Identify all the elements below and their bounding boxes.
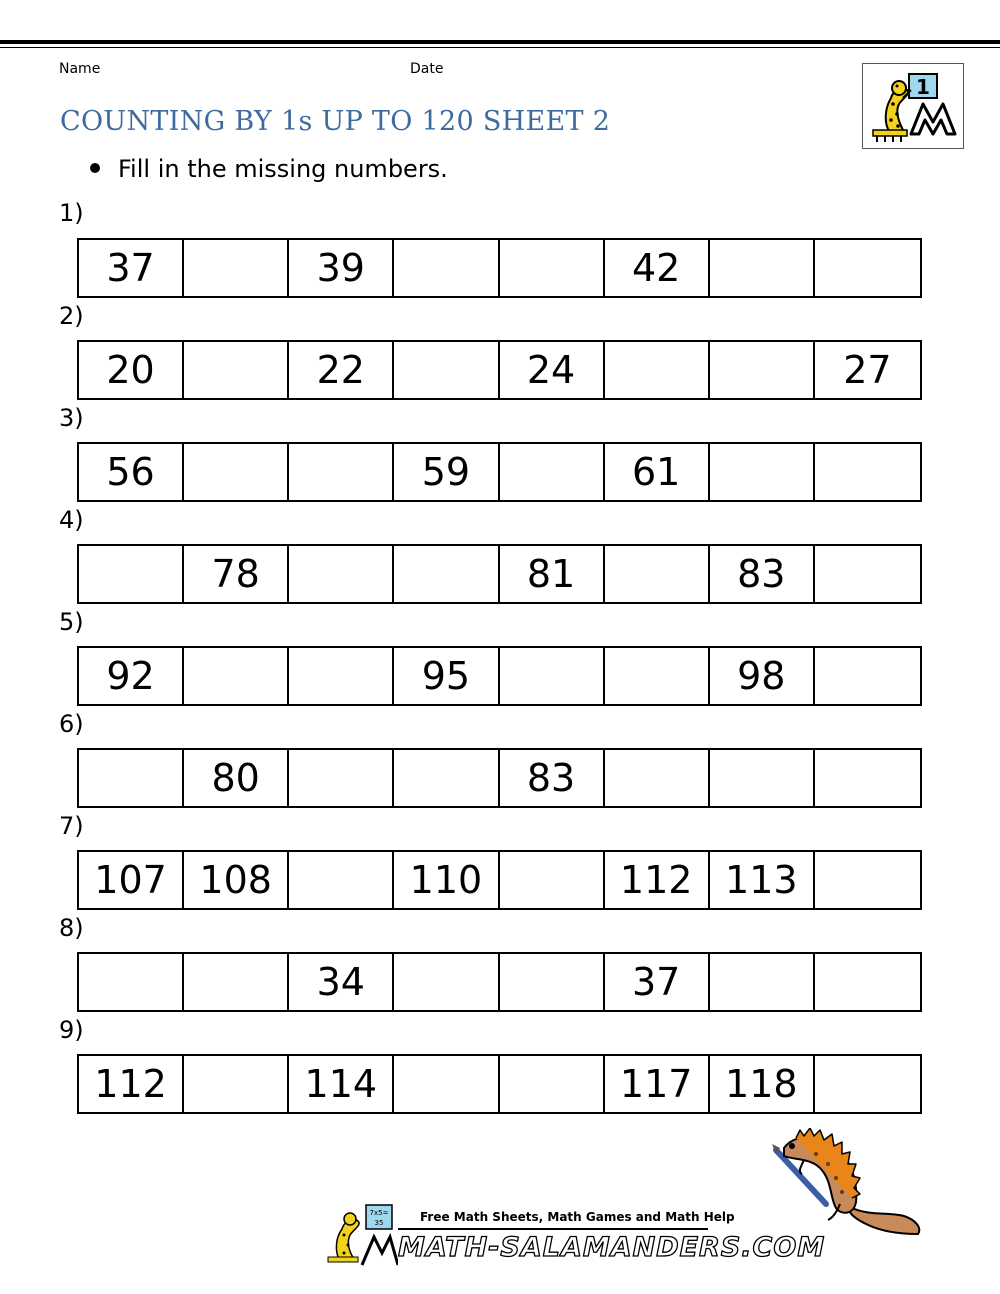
row-label: 2) [59, 302, 84, 330]
number-cell: 108 [184, 852, 289, 908]
number-cell [815, 1056, 920, 1112]
number-cell: 95 [394, 648, 499, 704]
number-cell [500, 954, 605, 1010]
number-cell: 59 [394, 444, 499, 500]
number-row-6 [77, 748, 922, 808]
number-cell: 39 [289, 240, 394, 296]
number-cell [605, 750, 710, 806]
number-cell [79, 954, 184, 1010]
number-cell [394, 342, 499, 398]
number-cell [394, 1056, 499, 1112]
number-cell: 117 [605, 1056, 710, 1112]
number-cell [815, 444, 920, 500]
number-cell [500, 444, 605, 500]
footer-rule [398, 1228, 708, 1230]
row-label: 4) [59, 506, 84, 534]
number-cell: 80 [184, 750, 289, 806]
number-cell [605, 648, 710, 704]
number-row-9 [77, 1054, 922, 1114]
number-cell [815, 750, 920, 806]
number-cell [710, 240, 815, 296]
instruction [90, 155, 448, 183]
number-cell: 92 [79, 648, 184, 704]
top-rule-thick [0, 40, 1000, 44]
number-cell [710, 342, 815, 398]
number-cell [394, 546, 499, 602]
svg-text:7x5=: 7x5= [369, 1209, 389, 1217]
bullet-icon [90, 163, 100, 173]
svg-text:35: 35 [374, 1219, 384, 1227]
number-cell: 22 [289, 342, 394, 398]
number-cell: 81 [500, 546, 605, 602]
number-cell: 37 [605, 954, 710, 1010]
name-label: Name [59, 61, 101, 77]
row-label: 3) [59, 404, 84, 432]
number-row-5 [77, 646, 922, 706]
number-cell [289, 750, 394, 806]
top-rule-thin [0, 47, 1000, 48]
footer-tagline: Free Math Sheets, Math Games and Math Help [420, 1210, 735, 1224]
number-cell [710, 750, 815, 806]
number-cell [605, 342, 710, 398]
number-cell [815, 546, 920, 602]
number-row-1 [77, 238, 922, 298]
number-cell [605, 546, 710, 602]
number-cell [289, 546, 394, 602]
number-cell: 112 [79, 1056, 184, 1112]
number-cell: 27 [843, 348, 892, 392]
number-cell [184, 648, 289, 704]
number-cell [79, 750, 184, 806]
number-cell [184, 444, 289, 500]
number-cell: 20 [79, 342, 184, 398]
number-row-3 [77, 442, 922, 502]
row-label: 1) [59, 199, 84, 227]
number-cell: 114 [289, 1056, 394, 1112]
row-label: 7) [59, 812, 84, 840]
number-cell [394, 954, 499, 1010]
number-cell [815, 954, 920, 1010]
logo-badge-text: 1 [916, 75, 930, 99]
number-cell: 118 [710, 1056, 815, 1112]
number-cell [79, 546, 184, 602]
row-label: 6) [59, 710, 84, 738]
number-cell: 113 [710, 852, 815, 908]
number-cell: 78 [184, 546, 289, 602]
number-cell: 98 [710, 648, 815, 704]
number-cell [815, 648, 920, 704]
number-cell [184, 342, 289, 398]
number-cell: 107 [79, 852, 184, 908]
footer-brand: MATH-SALAMANDERS.COM [398, 1232, 826, 1263]
number-cell: 24 [500, 342, 605, 398]
number-cell [289, 444, 394, 500]
salamander-with-pencil-icon [770, 1128, 930, 1244]
number-row-7 [77, 850, 922, 910]
number-cell [710, 444, 815, 500]
number-cell: 37 [79, 240, 184, 296]
number-cell [500, 852, 605, 908]
row-label: 8) [59, 914, 84, 942]
number-cell: 61 [605, 444, 710, 500]
number-cell: 83 [500, 750, 605, 806]
number-row-8 [77, 952, 922, 1012]
number-cell [184, 1056, 289, 1112]
number-cell [184, 954, 289, 1010]
number-cell [500, 240, 605, 296]
number-cell: 110 [394, 852, 499, 908]
math-salamanders-logo-icon [862, 63, 964, 149]
instruction-text: Fill in the missing numbers. [118, 155, 448, 183]
number-cell: 56 [79, 444, 184, 500]
number-cell [394, 240, 499, 296]
row-label: 9) [59, 1016, 84, 1044]
number-cell [289, 852, 394, 908]
number-cell [710, 954, 815, 1010]
row-label: 5) [59, 608, 84, 636]
number-cell [394, 750, 499, 806]
date-label: Date [410, 61, 444, 77]
number-cell [500, 1056, 605, 1112]
number-row-4 [77, 544, 922, 604]
number-cell [500, 648, 605, 704]
number-cell: 112 [605, 852, 710, 908]
number-cell: 83 [710, 546, 815, 602]
number-cell [289, 648, 394, 704]
number-cell: 42 [605, 240, 710, 296]
number-cell [184, 240, 289, 296]
page-title: COUNTING BY 1s UP TO 120 SHEET 2 [60, 106, 611, 137]
number-cell: 34 [289, 954, 394, 1010]
number-cell [815, 240, 920, 296]
number-cell [815, 852, 920, 908]
number-row-2 [77, 340, 922, 400]
footer-salamander-icon [326, 1203, 398, 1271]
